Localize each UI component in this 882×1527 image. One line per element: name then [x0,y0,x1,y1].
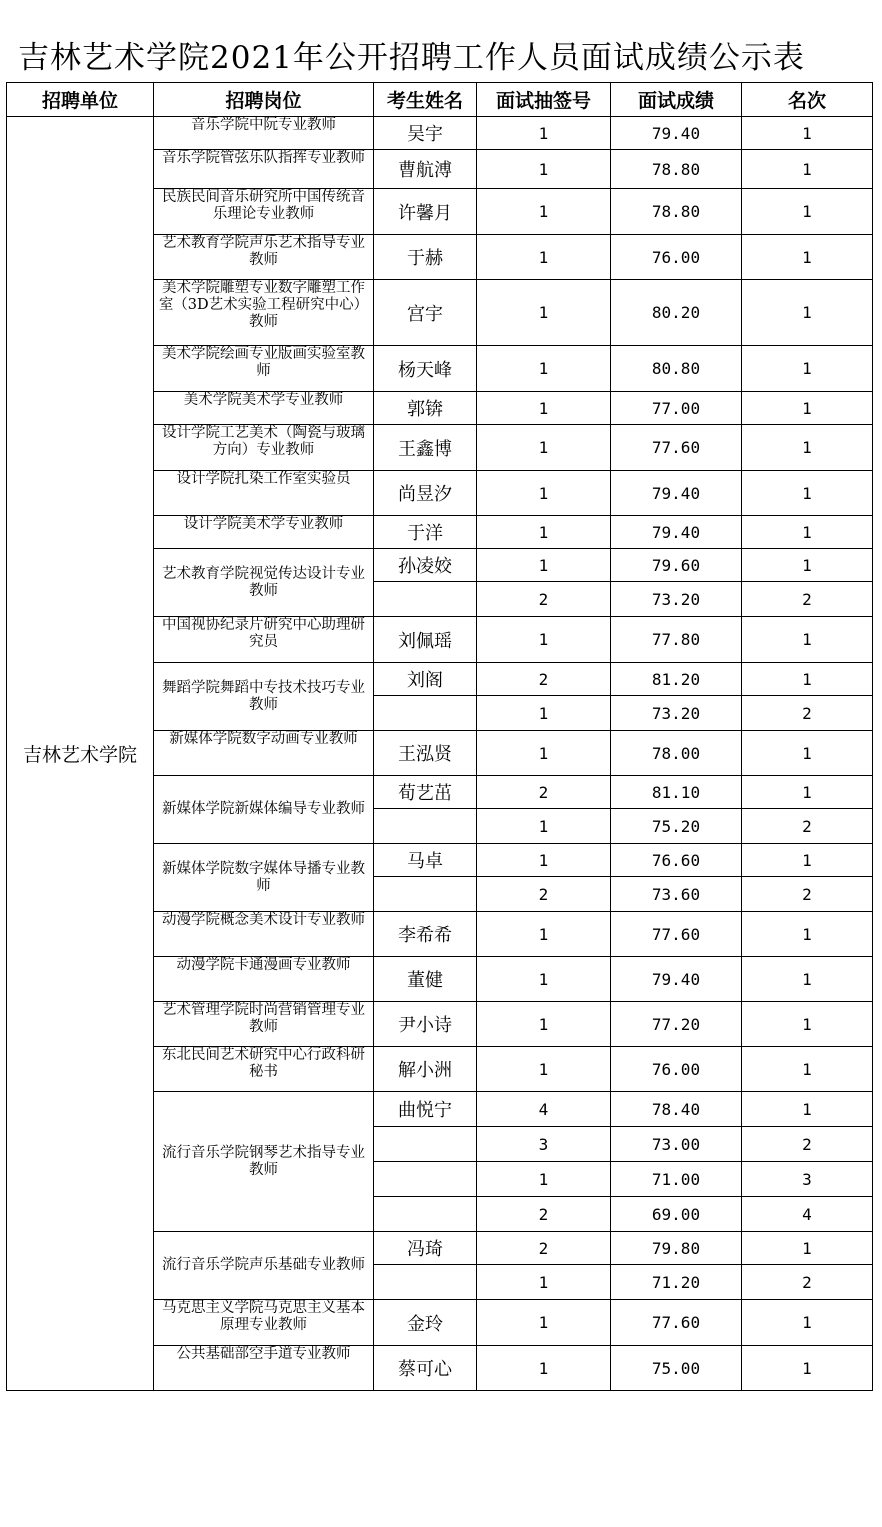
score-cell: 71.20 [611,1265,742,1300]
name-cell: 吴宇 [374,117,477,150]
rank-cell: 1 [742,471,873,516]
post-cell: 流行音乐学院声乐基础专业教师 [154,1232,374,1300]
post-cell: 舞蹈学院舞蹈中专技术技巧专业教师 [154,663,374,731]
name-cell: 冯琦 [374,1232,477,1265]
rank-cell: 1 [742,1346,873,1391]
score-cell: 73.00 [611,1127,742,1162]
name-cell: 孙凌姣 [374,549,477,582]
header-row [7,83,873,117]
score-cell: 77.80 [611,617,742,663]
name-cell [374,809,477,844]
draw-number-cell: 4 [477,1092,611,1127]
score-cell: 78.80 [611,189,742,235]
rank-cell: 1 [742,1092,873,1127]
draw-number-cell: 1 [477,117,611,150]
rank-cell: 1 [742,346,873,392]
score-cell: 81.20 [611,663,742,696]
score-cell: 79.40 [611,516,742,549]
post-cell: 美术学院绘画专业版画实验室教师 [154,346,374,392]
name-cell: 尹小诗 [374,1002,477,1047]
score-cell: 75.00 [611,1346,742,1391]
name-cell: 尚昱汐 [374,471,477,516]
rank-cell: 1 [742,1232,873,1265]
draw-number-cell: 1 [477,731,611,776]
name-cell: 杨天峰 [374,346,477,392]
page-title: 吉林艺术学院2021年公开招聘工作人员面试成绩公示表 [18,40,805,76]
rank-cell: 2 [742,1127,873,1162]
name-cell: 董健 [374,957,477,1002]
rank-cell: 1 [742,189,873,235]
post-cell: 公共基础部空手道专业教师 [154,1346,374,1391]
post-cell: 新媒体学院新媒体编导专业教师 [154,776,374,844]
name-cell [374,582,477,617]
header-draw: 面试抽签号 [477,83,611,117]
draw-number-cell: 2 [477,582,611,617]
score-cell: 77.60 [611,1300,742,1346]
score-cell: 79.60 [611,549,742,582]
draw-number-cell: 1 [477,235,611,280]
draw-number-cell: 1 [477,1300,611,1346]
score-cell: 78.80 [611,150,742,189]
name-cell: 李希希 [374,912,477,957]
rank-cell: 1 [742,731,873,776]
name-cell [374,1265,477,1300]
draw-number-cell: 1 [477,280,611,346]
score-cell: 77.20 [611,1002,742,1047]
rank-cell: 2 [742,809,873,844]
post-cell: 设计学院工艺美术（陶瓷与玻璃方向）专业教师 [154,425,374,471]
rank-cell: 4 [742,1197,873,1232]
name-cell: 于赫 [374,235,477,280]
name-cell [374,1162,477,1197]
rank-cell: 1 [742,392,873,425]
post-cell: 音乐学院管弦乐队指挥专业教师 [154,150,374,189]
header-post: 招聘岗位 [154,83,374,117]
draw-number-cell: 2 [477,1197,611,1232]
rank-cell: 1 [742,776,873,809]
header-score: 面试成绩 [611,83,742,117]
score-cell: 78.00 [611,731,742,776]
rank-cell: 1 [742,844,873,877]
score-cell: 77.60 [611,425,742,471]
name-cell: 于洋 [374,516,477,549]
name-cell: 王泓贤 [374,731,477,776]
draw-number-cell: 1 [477,1162,611,1197]
post-cell: 美术学院美术学专业教师 [154,392,374,425]
post-cell: 动漫学院卡通漫画专业教师 [154,957,374,1002]
name-cell [374,1197,477,1232]
post-cell: 艺术教育学院视觉传达设计专业教师 [154,549,374,617]
draw-number-cell: 2 [477,776,611,809]
name-cell: 曹航溥 [374,150,477,189]
draw-number-cell: 1 [477,1047,611,1092]
draw-number-cell: 1 [477,912,611,957]
rank-cell: 2 [742,696,873,731]
name-cell [374,877,477,912]
score-cell: 77.60 [611,912,742,957]
score-cell: 80.80 [611,346,742,392]
post-cell: 艺术教育学院声乐艺术指导专业教师 [154,235,374,280]
draw-number-cell: 1 [477,844,611,877]
post-cell: 艺术管理学院时尚营销管理专业教师 [154,1002,374,1047]
draw-number-cell: 1 [477,392,611,425]
score-cell: 76.00 [611,1047,742,1092]
draw-number-cell: 1 [477,189,611,235]
rank-cell: 1 [742,235,873,280]
score-cell: 73.60 [611,877,742,912]
name-cell: 马卓 [374,844,477,877]
score-cell: 69.00 [611,1197,742,1232]
post-cell: 马克思主义学院马克思主义基本原理专业教师 [154,1300,374,1346]
rank-cell: 1 [742,549,873,582]
post-cell: 流行音乐学院钢琴艺术指导专业教师 [154,1092,374,1232]
score-cell: 78.40 [611,1092,742,1127]
name-cell: 刘佩瑶 [374,617,477,663]
post-cell: 民族民间音乐研究所中国传统音乐理论专业教师 [154,189,374,235]
post-cell: 动漫学院概念美术设计专业教师 [154,912,374,957]
draw-number-cell: 1 [477,957,611,1002]
post-cell: 美术学院雕塑专业数字雕塑工作室（3D艺术实验工程研究中心）教师 [154,280,374,346]
name-cell: 解小洲 [374,1047,477,1092]
post-cell: 新媒体学院数字媒体导播专业教师 [154,844,374,912]
post-cell: 中国视协纪录片研究中心助理研究员 [154,617,374,663]
draw-number-cell: 1 [477,617,611,663]
draw-number-cell: 2 [477,663,611,696]
draw-number-cell: 1 [477,1265,611,1300]
draw-number-cell: 1 [477,549,611,582]
draw-number-cell: 1 [477,346,611,392]
name-cell: 郭锛 [374,392,477,425]
draw-number-cell: 1 [477,696,611,731]
header-name: 考生姓名 [374,83,477,117]
name-cell: 荀艺茁 [374,776,477,809]
rank-cell: 1 [742,425,873,471]
draw-number-cell: 1 [477,425,611,471]
score-cell: 73.20 [611,582,742,617]
rank-cell: 1 [742,150,873,189]
name-cell: 金玲 [374,1300,477,1346]
header-rank: 名次 [742,83,873,117]
results-table [6,82,873,1391]
draw-number-cell: 3 [477,1127,611,1162]
draw-number-cell: 1 [477,471,611,516]
rank-cell: 2 [742,1265,873,1300]
rank-cell: 1 [742,1300,873,1346]
draw-number-cell: 2 [477,1232,611,1265]
rank-cell: 1 [742,280,873,346]
rank-cell: 1 [742,617,873,663]
score-cell: 81.10 [611,776,742,809]
name-cell [374,1127,477,1162]
score-cell: 77.00 [611,392,742,425]
draw-number-cell: 1 [477,516,611,549]
score-cell: 76.00 [611,235,742,280]
draw-number-cell: 1 [477,150,611,189]
score-cell: 73.20 [611,696,742,731]
score-cell: 80.20 [611,280,742,346]
draw-number-cell: 1 [477,1002,611,1047]
rank-cell: 1 [742,1047,873,1092]
name-cell [374,696,477,731]
score-cell: 79.40 [611,471,742,516]
score-cell: 79.40 [611,117,742,150]
name-cell: 刘阁 [374,663,477,696]
rank-cell: 1 [742,957,873,1002]
rank-cell: 1 [742,1002,873,1047]
post-cell: 新媒体学院数字动画专业教师 [154,731,374,776]
score-cell: 79.80 [611,1232,742,1265]
rank-cell: 2 [742,582,873,617]
unit-cell: 吉林艺术学院 [7,117,154,1391]
score-cell: 79.40 [611,957,742,1002]
header-unit: 招聘单位 [7,83,154,117]
rank-cell: 1 [742,516,873,549]
name-cell: 蔡可心 [374,1346,477,1391]
post-cell: 东北民间艺术研究中心行政科研秘书 [154,1047,374,1092]
score-cell: 75.20 [611,809,742,844]
rank-cell: 3 [742,1162,873,1197]
rank-cell: 2 [742,877,873,912]
table-row [7,117,873,150]
post-cell: 设计学院扎染工作室实验员 [154,471,374,516]
rank-cell: 1 [742,663,873,696]
draw-number-cell: 2 [477,877,611,912]
name-cell: 曲悦宁 [374,1092,477,1127]
name-cell: 宫宇 [374,280,477,346]
score-cell: 71.00 [611,1162,742,1197]
post-cell: 音乐学院中阮专业教师 [154,117,374,150]
draw-number-cell: 1 [477,809,611,844]
score-cell: 76.60 [611,844,742,877]
rank-cell: 1 [742,117,873,150]
rank-cell: 1 [742,912,873,957]
table-body [7,117,873,1391]
name-cell: 许馨月 [374,189,477,235]
draw-number-cell: 1 [477,1346,611,1391]
name-cell: 王鑫博 [374,425,477,471]
post-cell: 设计学院美术学专业教师 [154,516,374,549]
